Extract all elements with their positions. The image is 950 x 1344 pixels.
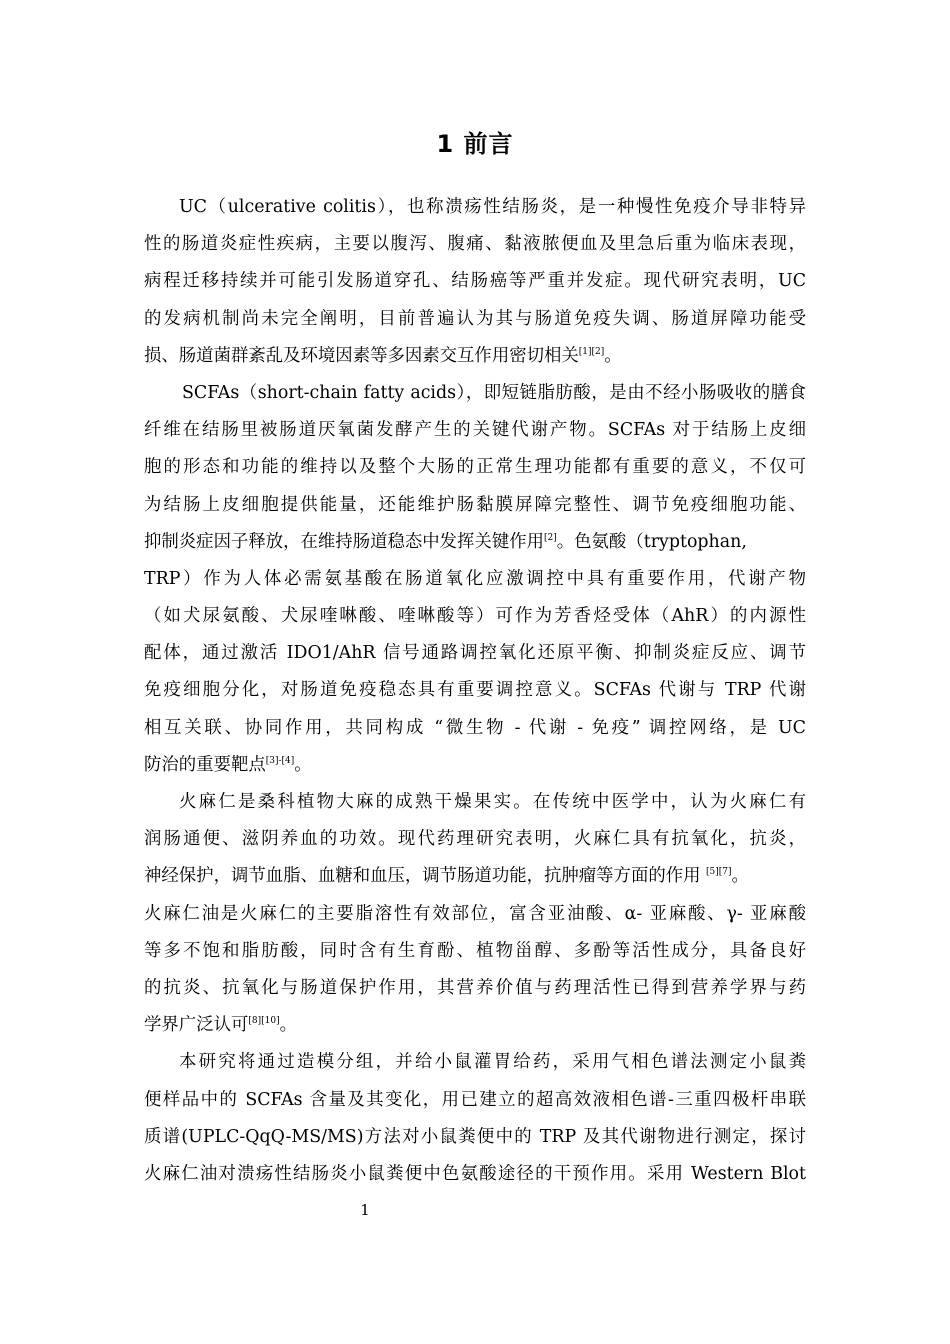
text-line: 便样品中的 SCFAs 含量及其变化，用已建立的超高效液相色谱-三重四极杆串联 <box>144 1089 806 1110</box>
text-line: 本研究将通过造模分组，并给小鼠灌胃给药，采用气相色谱法测定小鼠粪 <box>179 1052 806 1073</box>
text-line <box>144 858 806 895</box>
citation: [8][10] <box>248 1016 280 1027</box>
text-line <box>144 747 806 784</box>
text-line: 的抗炎、抗氧化与肠道保护作用，其营养价值与药理活性已得到营养学界与药 <box>144 977 806 998</box>
text-span: 。色氨酸（tryptophan, <box>556 531 747 552</box>
text-line <box>144 338 806 375</box>
text-span: 抑制炎症因子释放，在维持肠道稳态中发挥关键作用 <box>144 531 544 552</box>
paragraph-hemp-seed <box>144 784 806 1044</box>
text-span: 。 <box>604 345 622 366</box>
paragraph-study-design <box>144 1044 806 1193</box>
text-span: 防治的重要靶点 <box>144 754 266 775</box>
text-line: 的发病机制尚未完全阐明，目前普遍认为其与肠道免疫失调、肠道屏障功能受 <box>144 308 806 329</box>
text-line: 免疫细胞分化，对肠道免疫稳态具有重要调控意义。SCFAs 代谢与 TRP 代谢 <box>144 680 806 701</box>
text-line: UC（ulcerative colitis），也称溃疡性结肠炎，是一种慢性免疫介导非特异 <box>179 197 806 217</box>
text-line: 相互关联、协同作用，共同构成 “微生物 - 代谢 - 免疫” 调控网络，是 UC <box>144 717 806 738</box>
text-line: 等多不饱和脂肪酸，同时含有生育酚、植物甾醇、多酚等活性成分，具备良好 <box>144 940 806 961</box>
text-line: 火麻仁油是火麻仁的主要脂溶性有效部位，富含亚油酸、α- 亚麻酸、γ- 亚麻酸 <box>144 903 806 924</box>
text-line: 火麻仁是桑科植物大麻的成熟干燥果实。在传统中医学中，认为火麻仁有 <box>179 792 806 812</box>
text-line <box>144 524 806 561</box>
paragraph-scfas <box>144 375 806 784</box>
page-number: 1 <box>360 1201 370 1219</box>
text-line: SCFAs（short-chain fatty acids），即短链脂肪酸，是由不经小肠吸收的膳食 <box>182 382 806 403</box>
citation: [1][2] <box>578 346 605 357</box>
text-span: 。 <box>731 866 749 887</box>
text-line: 为结肠上皮细胞提供能量，还能维护肠黏膜屏障完整性、调节免疫细胞功能、 <box>144 494 806 515</box>
text-line: 胞的形态和功能的维持以及整个大肠的正常生理功能都有重要的意义，不仅可 <box>144 457 806 478</box>
text-line: 纤维在结肠里被肠道厌氧菌发酵产生的关键代谢产物。SCFAs 对于结肠上皮细 <box>144 420 806 441</box>
text-span: 神经保护，调节血脂、血糖和血压，调节肠道功能，抗肿瘤等方面的作用 <box>144 866 707 887</box>
text-span: 学界广泛认可 <box>144 1015 249 1036</box>
paragraph-uc <box>144 189 806 375</box>
section-heading: 1 前言 <box>436 130 514 158</box>
citation: [5][7] <box>706 867 732 878</box>
text-line: 火麻仁油对溃疡性结肠炎小鼠粪便中色氨酸途径的干预作用。采用 Western Blot <box>144 1163 806 1184</box>
text-line: 病程迁移持续并可能引发肠道穿孔、结肠癌等严重并发症。现代研究表明，UC <box>144 271 806 292</box>
text-line: 性的肠道炎症性疾病，主要以腹泻、腹痛、黏液脓便血及里急后重为临床表现， <box>144 234 806 255</box>
text-line <box>144 1007 806 1044</box>
text-span: 。 <box>294 754 312 775</box>
text-line: TRP）作为人体必需氨基酸在肠道氧化应激调控中具有重要作用，代谢产物 <box>144 568 806 589</box>
citation: [2] <box>544 532 557 543</box>
citation: [3]-[4] <box>265 755 295 766</box>
text-line: 配体，通过激活 IDO1/AhR 信号通路调控氧化还原平衡、抑制炎症反应、调节 <box>144 643 806 664</box>
text-span: 。 <box>279 1015 297 1036</box>
text-line: （如犬尿氨酸、犬尿喹啉酸、喹啉酸等）可作为芳香烃受体（AhR）的内源性 <box>144 606 806 627</box>
text-span: 损、肠道菌群紊乱及环境因素等多因素交互作用密切相关 <box>144 345 579 366</box>
text-line: 润肠通便、滋阴养血的功效。现代药理研究表明，火麻仁具有抗氧化，抗炎， <box>144 829 806 850</box>
text-line: 质谱(UPLC-QqQ-MS/MS)方法对小鼠粪便中的 TRP 及其代谢物进行测定，探讨 <box>144 1126 806 1147</box>
body-text <box>144 189 806 1193</box>
